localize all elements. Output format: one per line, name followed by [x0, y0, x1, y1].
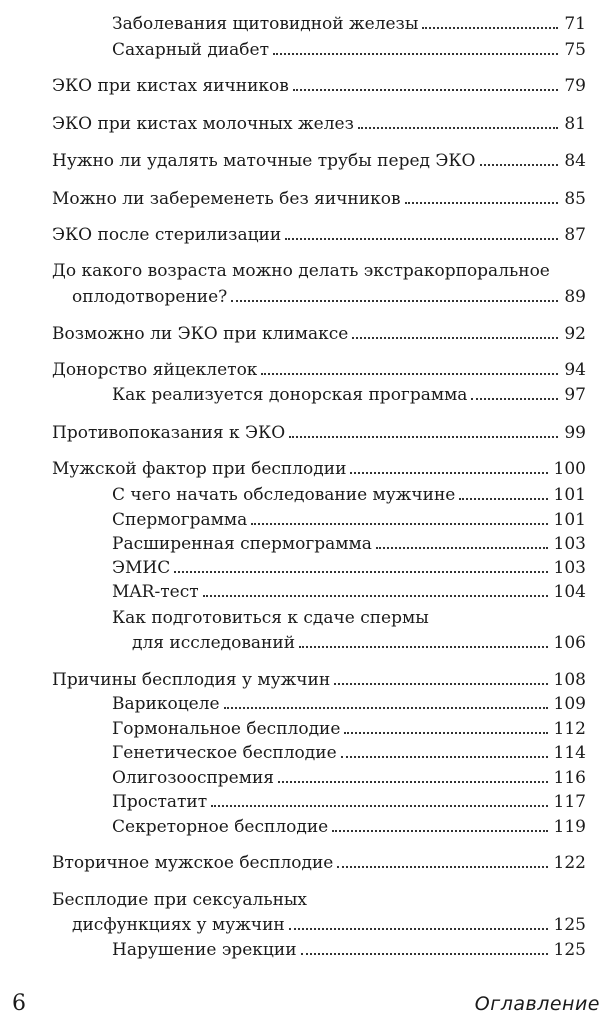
toc-entry-title-continuation: для исследований: [132, 633, 296, 653]
toc-entry-page: 71: [564, 14, 586, 34]
toc-entry: [72, 911, 586, 935]
toc-entry-page: 85: [564, 189, 586, 209]
dot-leader: [251, 523, 547, 525]
toc-entry-title: Как подготовиться к сдаче спермы: [112, 608, 429, 628]
toc-entry-page: 101: [553, 485, 586, 505]
dot-leader: [231, 300, 558, 302]
toc-entry-page: 101: [553, 510, 586, 530]
toc-entry: [112, 578, 586, 602]
toc-entry-title: Вторичное мужское бесплодие: [52, 853, 334, 873]
toc-entry-page: 99: [564, 423, 586, 443]
toc-entry-page: 116: [553, 768, 586, 788]
toc-entry-page: 104: [553, 582, 586, 602]
toc-entry-title: Секреторное бесплодие: [112, 817, 329, 837]
toc-entry-title: Причины бесплодия у мужчин: [52, 670, 331, 690]
dot-leader: [301, 953, 548, 955]
dot-leader: [299, 646, 548, 648]
toc-entry-page: 125: [553, 915, 586, 935]
dot-leader: [285, 238, 558, 240]
dot-leader: [480, 164, 559, 166]
dot-leader: [203, 595, 548, 597]
toc-entry: [112, 788, 586, 812]
toc-entry: [52, 185, 586, 209]
toc-entry-page: 112: [553, 719, 586, 739]
toc-entry-page: 114: [553, 743, 586, 763]
dot-leader: [224, 707, 548, 709]
toc-entry: [112, 690, 586, 714]
toc-entry: [52, 356, 586, 380]
toc-entry-page: 106: [553, 633, 586, 653]
toc-entry-title-continuation: оплодотворение?: [72, 287, 228, 307]
toc-entry-title: Олигозооспремия: [112, 768, 275, 788]
dot-leader: [273, 53, 558, 55]
toc-entry: [52, 110, 586, 134]
toc-entry-title: ЭМИС: [112, 558, 171, 578]
toc-entry-title: Мужской фактор при бесплодии: [52, 459, 347, 479]
toc-entry: [52, 419, 586, 443]
toc-entry-title: Сахарный диабет: [112, 40, 269, 60]
toc-entry-title: Противопоказания к ЭКО: [52, 423, 286, 443]
dot-leader: [344, 732, 547, 734]
toc-entry: [112, 36, 586, 60]
toc-entry-title: Простатит: [112, 792, 208, 812]
dot-leader: [405, 202, 559, 204]
toc-entry: [112, 554, 586, 578]
toc-entry-page: 92: [564, 324, 586, 344]
toc-entry-page: 109: [553, 694, 586, 714]
toc-entry-title: Расширенная спермограмма: [112, 534, 372, 554]
dot-leader: [278, 781, 548, 783]
toc-entry-page: 100: [553, 459, 586, 479]
toc-entry: [132, 629, 586, 653]
dot-leader: [376, 547, 548, 549]
toc-entry-title: Как реализуется донорская программа: [112, 385, 468, 405]
toc-entry: [52, 147, 586, 171]
toc-entry-title: Генетическое бесплодие: [112, 743, 337, 763]
toc-entry-title: С чего начать обследование мужчине: [112, 485, 456, 505]
toc-entry: [52, 849, 586, 873]
toc-entry-title: Гормональное бесплодие: [112, 719, 341, 739]
toc-entry: [72, 283, 586, 307]
toc-entry-page: 119: [553, 817, 586, 837]
toc-entry-title: Спермограмма: [112, 510, 248, 530]
dot-leader: [459, 498, 547, 500]
toc-entry: [112, 530, 586, 554]
dot-leader: [174, 571, 547, 573]
toc-entry: [52, 221, 586, 245]
toc-entry-page: 75: [564, 40, 586, 60]
dot-leader: [211, 805, 547, 807]
toc-entry-page: 125: [553, 940, 586, 960]
toc-entry-page: 94: [564, 360, 586, 380]
toc-entry-page: 103: [553, 558, 586, 578]
dot-leader: [471, 398, 558, 400]
toc-entry-title: Варикоцеле: [112, 694, 220, 714]
dot-leader: [358, 127, 558, 129]
running-title: Оглавление: [474, 993, 600, 1015]
toc-entry-title: Бесплодие при сексуальных: [52, 890, 308, 910]
toc-entry-page: 87: [564, 225, 586, 245]
dot-leader: [337, 866, 547, 868]
page-number: 6: [12, 991, 26, 1016]
toc-entry-title: ЭКО после стерилизации: [52, 225, 282, 245]
dot-leader: [334, 683, 547, 685]
toc-entry: [112, 481, 586, 505]
toc-entry-title: Нарушение эрекции: [112, 940, 297, 960]
toc-entry: [52, 320, 586, 344]
toc-entry: [52, 666, 586, 690]
toc-entry-title: Можно ли забеременеть без яичников: [52, 189, 401, 209]
toc-entry: [112, 715, 586, 739]
dot-leader: [352, 337, 558, 339]
dot-leader: [332, 830, 547, 832]
toc-entry: [112, 506, 586, 530]
toc-entry-page: 103: [553, 534, 586, 554]
toc-entry-page: 122: [553, 853, 586, 873]
toc-entry: [112, 936, 586, 960]
toc-entry: [52, 72, 586, 96]
dot-leader: [341, 756, 548, 758]
dot-leader: [350, 472, 547, 474]
toc-entry: [112, 813, 586, 837]
toc-entry: [52, 455, 586, 479]
dot-leader: [289, 436, 558, 438]
toc-entry-title-continuation: дисфункциях у мужчин: [72, 915, 285, 935]
toc-entry-page: 89: [564, 287, 586, 307]
toc-entry: [112, 10, 586, 34]
toc-entry-title: Возможно ли ЭКО при климаксе: [52, 324, 349, 344]
dot-leader: [261, 373, 558, 375]
toc-entry-page: 79: [564, 76, 586, 96]
toc-entry-title: Донорство яйцеклеток: [52, 360, 258, 380]
toc-entry-page: 84: [564, 151, 586, 171]
toc-entry-title: До какого возраста можно делать экстракорпоральное: [52, 261, 550, 281]
toc-entry: [112, 739, 586, 763]
toc-entry: [112, 381, 586, 405]
dot-leader: [289, 928, 548, 930]
toc-entry-title: Нужно ли удалять маточные трубы перед ЭКО: [52, 151, 476, 171]
toc-entry-title: MAR-тест: [112, 582, 199, 602]
toc-entry-page: 117: [553, 792, 586, 812]
toc-entry-page: 97: [564, 385, 586, 405]
dot-leader: [293, 89, 559, 91]
dot-leader: [422, 27, 558, 29]
toc-entry-page: 108: [553, 670, 586, 690]
toc-entry: [112, 764, 586, 788]
toc-entry-title: ЭКО при кистах молочных желез: [52, 114, 354, 134]
toc-entry-title: Заболевания щитовидной железы: [112, 14, 419, 34]
toc-entry-title: ЭКО при кистах яичников: [52, 76, 289, 96]
toc-entry-page: 81: [564, 114, 586, 134]
